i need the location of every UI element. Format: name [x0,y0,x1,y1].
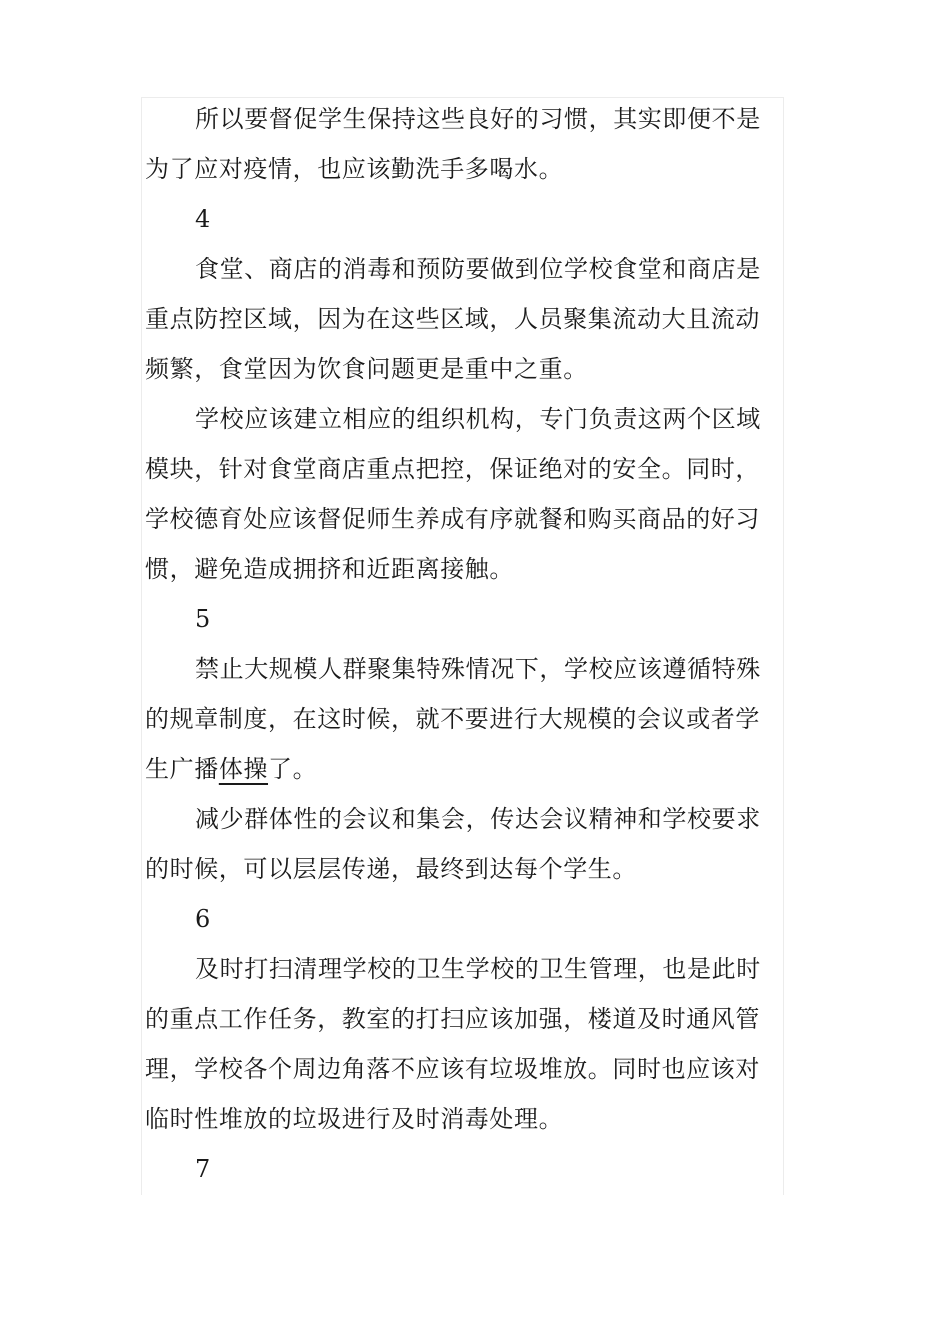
paragraph-canteen-store: 食堂、商店的消毒和预防要做到位学校食堂和商店是重点防控区域，因为在这些区域，人员聚集流动大且流动频繁，食堂因为饮食问题更是重中之重。 [145,255,761,383]
paragraph-organization: 学校应该建立相应的组织机构，专门负责这两个区域模块，针对食堂商店重点把控，保证绝对的安全。同时，学校德育处应该督促师生养成有序就餐和购买商品的好习惯，避免造成拥挤和近距离接触。 [145,405,761,583]
paragraph-reduce-meetings: 减少群体性的会议和集会，传达会议精神和学校要求的时候，可以层层传递，最终到达每个学生。 [145,805,761,883]
paragraph-ban-gatherings [145,644,781,794]
paragraph-cleaning: 及时打扫清理学校的卫生学校的卫生管理，也是此时的重点工作任务，教室的打扫应该加强，楼道及时通风管理，学校各个周边角落不应该有垃圾堆放。同时也应该对临时性堆放的垃圾进行及时消毒处理。 [145,955,761,1133]
section-number-6: 6 [195,905,211,933]
ban-gatherings-tail: 了。 [268,755,318,783]
ban-gatherings-text: 禁止大规模人群聚集特殊情况下，学校应该遵循特殊的规章制度，在这时候，就不要进行大规模的会议或者学生广播 [145,655,761,783]
section-number-7: 7 [195,1155,211,1183]
section-number-5: 5 [195,605,211,633]
paragraph-hygiene-habits: 所以要督促学生保持这些良好的习惯，其实即便不是为了应对疫情，也应该勤洗手多喝水。 [145,105,761,183]
section-number-4: 4 [195,205,211,233]
document-body [145,94,781,1194]
underlined-word: 体操 [218,755,269,783]
